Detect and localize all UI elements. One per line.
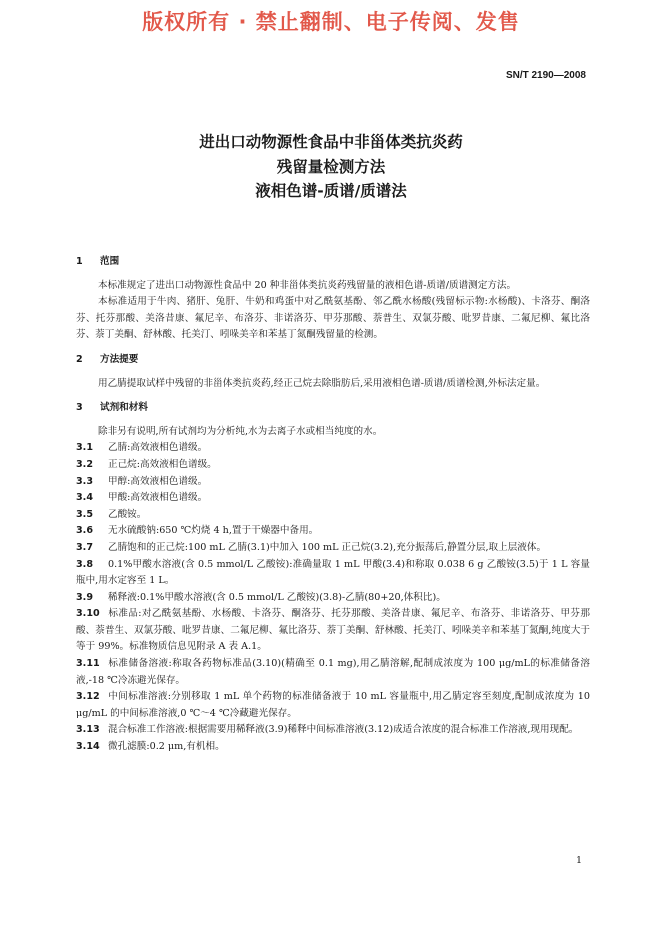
list-item [76, 507, 590, 524]
item-text: 乙腈饱和的正己烷:100 mL 乙腈(3.1)中加入 100 mL 正己烷(3.2),充分振荡后,静置分层,取上层液体。 [108, 541, 547, 553]
list-item [76, 656, 590, 689]
item-number: 3.12 [76, 691, 100, 703]
section-heading-method-summary [76, 352, 590, 369]
standard-number: SN/T 2190—2008 [505, 70, 586, 81]
item-text: 混合标准工作溶液:根据需要用稀释液(3.9)稀释中间标准溶液(3.12)成适合浓度的混合标准工作溶液,现用现配。 [108, 724, 579, 736]
section-number: 3 [76, 402, 83, 414]
list-item [76, 606, 590, 656]
item-number: 3.7 [76, 541, 93, 553]
section-title: 试剂和材料 [100, 402, 148, 414]
section-number: 2 [76, 353, 83, 365]
item-text: 标准储备溶液:称取各药物标准品(3.10)(精确至 0.1 mg),用乙腈溶解,配制成浓度为 100 μg/mL的标准储备溶液,-18 ℃冷冻避光保存。 [76, 658, 590, 686]
list-item [76, 557, 590, 590]
item-number: 3.9 [76, 591, 93, 603]
title-line-2: 残留量检测方法 [276, 158, 386, 176]
section-heading-scope [76, 254, 590, 271]
item-text: 乙腈:高效液相色谱级。 [108, 442, 208, 454]
paragraph: 用乙腈提取试样中残留的非甾体类抗炎药,经正己烷去除脂肪后,采用液相色谱-质谱/质谱检测,外标法定量。 [98, 377, 546, 389]
copyright-banner: 版权所有 · 禁止翻制、电子传阅、发售 [142, 10, 520, 34]
item-text: 稀释液:0.1%甲酸水溶液(含 0.5 mmol/L 乙酸铵)(3.8)-乙腈(80+20,体积比)。 [108, 591, 446, 603]
item-text: 正己烷:高效液相色谱级。 [108, 458, 217, 470]
item-number: 3.10 [76, 608, 100, 620]
paragraph: 本标准规定了进出口动物源性食品中 20 种非甾体类抗炎药残留量的液相色谱-质谱/质谱测定方法。 [98, 279, 517, 291]
section-number: 1 [76, 256, 83, 267]
list-item [76, 590, 590, 607]
page-number: 1 [575, 855, 582, 866]
list-item [76, 540, 590, 557]
list-item [76, 490, 590, 507]
item-text: 微孔滤膜:0.2 μm,有机相。 [108, 741, 225, 753]
section-title: 范围 [100, 256, 120, 267]
list-item [76, 523, 590, 540]
section-title: 方法提要 [100, 353, 139, 365]
item-number: 3.13 [76, 724, 100, 736]
item-text: 乙酸铵。 [108, 508, 147, 520]
list-item [76, 474, 590, 491]
item-number: 3.14 [76, 741, 100, 753]
item-number: 3.5 [76, 508, 93, 520]
list-item [76, 689, 590, 722]
item-text: 0.1%甲酸水溶液(含 0.5 mmol/L 乙酸铵):准确量取 1 mL 甲酸(3.4)和称取 0.038 6 g 乙酸铵(3.5)于 1 L 容量瓶中,用水定容至 1 L。 [76, 558, 590, 587]
item-text: 无水硫酸钠:650 ℃灼烧 4 h,置于干燥器中备用。 [108, 525, 319, 537]
title-line-3: 液相色谱-质谱/质谱法 [255, 182, 407, 200]
item-number: 3.11 [76, 658, 100, 670]
item-text: 甲醇:高效液相色谱级。 [108, 475, 208, 487]
item-number: 3.8 [76, 558, 93, 570]
paragraph: 除非另有说明,所有试剂均为分析纯,水为去离子水或相当纯度的水。 [98, 425, 383, 437]
section-heading-reagents [76, 400, 590, 417]
item-number: 3.2 [76, 458, 93, 470]
list-item [76, 440, 590, 457]
list-item [76, 739, 590, 756]
list-item [76, 722, 590, 739]
document-body [76, 254, 590, 756]
list-item [76, 457, 590, 474]
item-text: 标准品:对乙酰氨基酚、水杨酸、卡洛芬、酮洛芬、托芬那酸、美洛昔康、氟尼辛、布洛芬、非诺洛芬、甲芬那酸、萘普生、双氯芬酸、吡罗昔康、二氟尼柳、氟比洛芬、萘丁美酮、舒林酸、托美汀、吲哚美辛和苯基丁氮酮,纯度大于等于 99%。标准物质信息见附录 A 表 A.1。 [76, 608, 590, 653]
item-number: 3.1 [76, 442, 93, 454]
title-line-1: 进出口动物源性食品中非甾体类抗炎药 [199, 133, 463, 151]
item-number: 3.6 [76, 525, 93, 537]
item-text: 中间标准溶液:分别移取 1 mL 单个药物的标准储备液于 10 mL 容量瓶中,用乙腈定容至刻度,配制成浓度为 10 μg/mL 的中间标准溶液,0 ℃～4 ℃冷藏避光保存。 [76, 691, 590, 719]
item-number: 3.3 [76, 475, 93, 487]
item-number: 3.4 [76, 492, 93, 504]
item-text: 甲酸:高效液相色谱级。 [108, 492, 208, 504]
paragraph: 本标准适用于牛肉、猪肝、兔肝、牛奶和鸡蛋中对乙酰氨基酚、邻乙酰水杨酸(残留标示物:水杨酸)、卡洛芬、酮洛芬、托芬那酸、美洛昔康、氟尼辛、布洛芬、非诺洛芬、甲芬那酸、萘普生、双氯芬酸、吡罗昔康、二氟尼柳、氟比洛芬、萘丁美酮、舒林酸、托美汀、吲哚美辛和苯基丁氮酮残留量的检测。 [76, 296, 590, 341]
